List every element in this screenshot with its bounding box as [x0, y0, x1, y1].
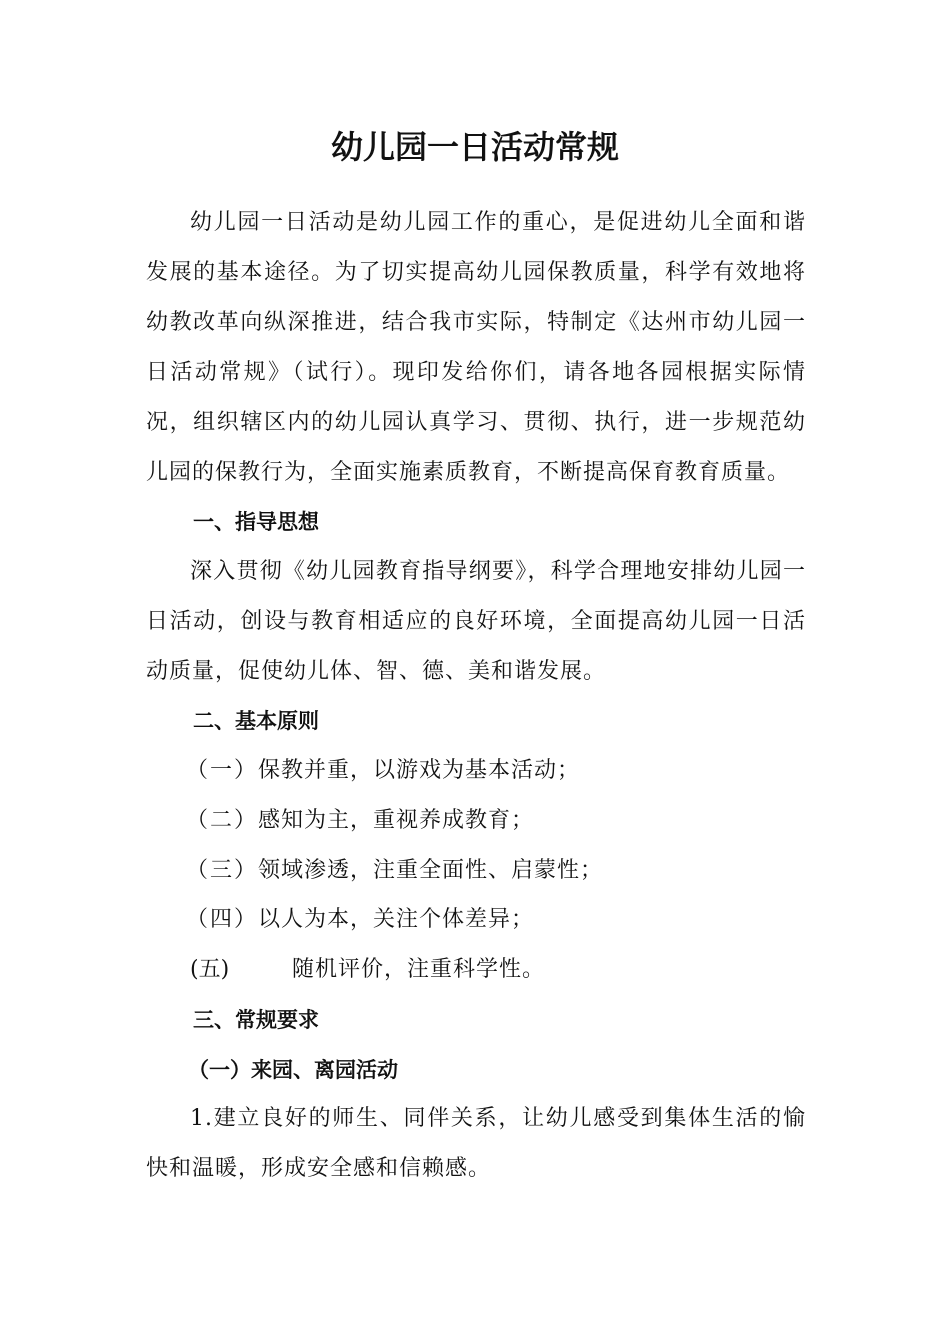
principle-item-1 — [186, 746, 806, 796]
principle-number: （三） — [186, 858, 259, 883]
principle-item-2 — [186, 796, 806, 846]
principle-number: （二） — [186, 808, 259, 833]
guiding-ideology-paragraph: 深入贯彻《幼儿园教育指导纲要》，科学合理地安排幼儿园一日活动，创设与教育相适应的良好环境，全面提高幼儿园一日活动质量，促使幼儿体、智、德、美和谐发展。 — [146, 559, 806, 684]
principle-text: 领域渗透，注重全面性、启蒙性； — [258, 858, 604, 883]
principle-number: （一） — [186, 758, 259, 783]
section-heading-basic-principles: 二、基本原则 — [193, 709, 319, 733]
principle-item-5 — [190, 945, 810, 995]
principle-text: 感知为主，重视养成教育； — [258, 808, 535, 833]
principle-item-3 — [186, 846, 806, 896]
principle-number: (五) — [190, 957, 230, 982]
principle-number: （四） — [186, 907, 259, 932]
principle-text: 以人为本，关注个体差异； — [258, 907, 535, 932]
document-title: 幼儿园一日活动常规 — [330, 128, 619, 166]
principle-item-4 — [186, 895, 806, 945]
section-heading-routine-requirements: 三、常规要求 — [193, 1008, 319, 1032]
section-heading-guiding-ideology: 一、指导思想 — [193, 510, 319, 534]
principle-text: 保教并重，以游戏为基本活动； — [258, 758, 581, 783]
intro-paragraph: 幼儿园一日活动是幼儿园工作的重心，是促进幼儿全面和谐发展的基本途径。为了切实提高幼儿园保教质量，科学有效地将幼教改革向纵深推进，结合我市实际，特制定《达州市幼儿园一日活动常规》（试行）。现印发给你们，请各地各园根据实际情况，组织辖区内的幼儿园认真学习、贯彻、执行，进一步规范幼儿园的保教行为，全面实施素质教育，不断提高保育教育质量。 — [146, 210, 806, 485]
principle-text: 随机评价，注重科学性。 — [292, 957, 546, 982]
arrival-departure-paragraph: 1.建立良好的师生、同伴关系，让幼儿感受到集体生活的愉快和温暖，形成安全感和信赖感。 — [146, 1106, 806, 1181]
subsection-heading-arrival-departure: （一）来园、离园活动 — [188, 1058, 398, 1082]
